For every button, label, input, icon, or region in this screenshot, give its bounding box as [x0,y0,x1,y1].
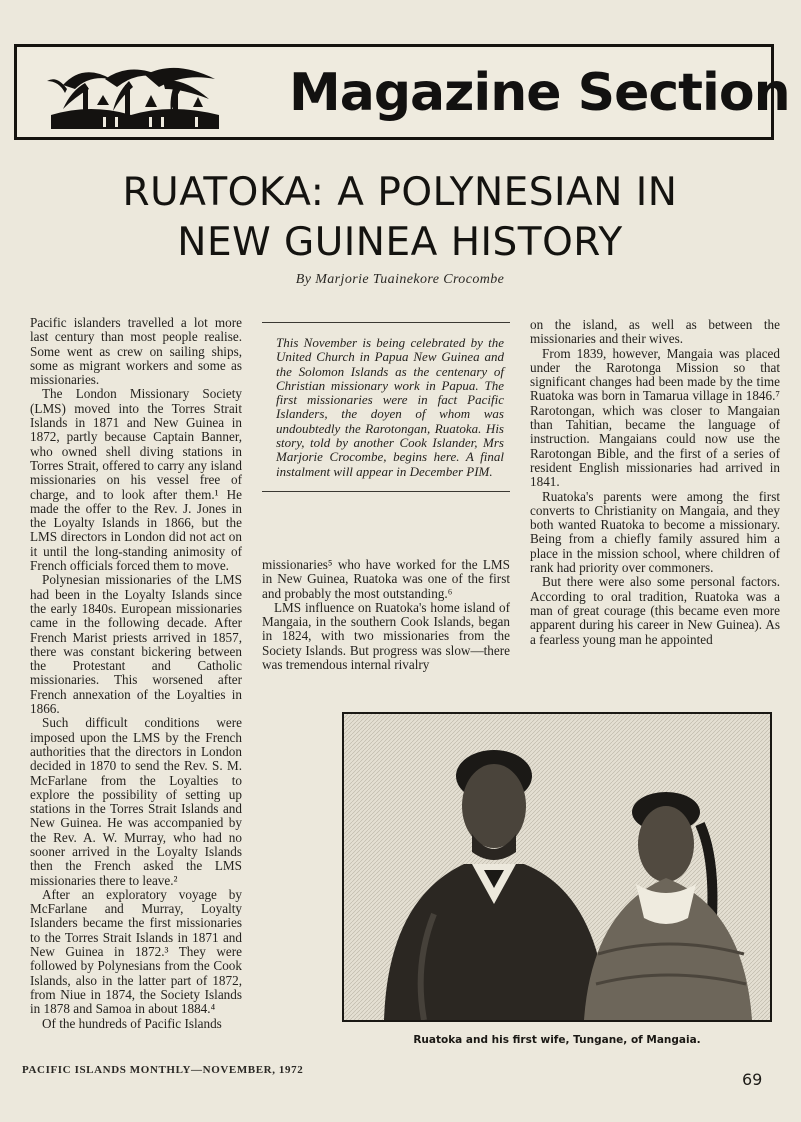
paragraph: The London Missionary Society (LMS) moved into the Torres Strait Islands in 1871 and New Guinea in 1872, partly because Captain Banner, who owned shell diving stations in Torres Strait, offered to carry any island missionaries on his vessel free of charge, and to look after them.¹ He made the offer to the Rev. J. Jones in the Loyalty Islands in 1866, but the LMS directors in London did not act on it until the long-standing animosity of French officials forced them to move. [30,386,242,574]
magazine-section-banner [14,44,790,140]
paragraph: From 1839, however, Mangaia was placed under the Rarotonga Mission so that significant changes had been made by the time Ruatoka was born in Tamarua village in 1846.⁷ Rarotongan, which was closer to Mangaian than Tahitian, became the language of instruction. Mangaians could now use the Rarotongan Bible, and the first of a series of resident English missionaries had arrived in 1841. [530,345,780,490]
paragraph: Ruatoka's parents were among the first converts to Christianity on Mangaia, and they both wanted Ruatoka to become a missionary. Being from a chiefly family assured him a place in the mission school, where children of rank had priority over commoners. [530,488,780,576]
paragraph: Polynesian missionaries of the LMS had been in the Loyalty Islands since the early 1840s. European missionaries came in the following decade. After French Marist priests arrived in 1857, there was constant bickering between the Protestant and Catholic missionaries. This worsened after French annexation of the Loyalties in 1866. [30,572,242,717]
paragraph: Such difficult conditions were imposed upon the LMS by the French authorities that the directors in London decided in 1870 to send the Rev. S. M. McFarlane from the Loyalties to explore the possibility of setting up stations in the Torres Strait Islands and New Guinea. He was accompanied by the Rev. A. W. Murray, who had no sooner arrived in the Loyalty Islands then the French asked the LMS missionaries there to leave.² [30,715,242,888]
section-title: Magazine Section [289,63,790,123]
paragraph: After an exploratory voyage by McFarlane and Murray, Loyalty Islanders became the first missionaries to the Torres Strait Islands in 1871 and New Guinea in 1872.³ They were followed by Polynesians from the Cook Islands, also in the latter part of 1872, from Niue in 1874, the Society Islands in 1878 and Samoa in about 1884.⁴ [30,886,242,1017]
paragraph: on the island, as well as between the missionaries and their wives. [530,317,780,347]
headline-line-2: NEW GUINEA HISTORY [177,220,623,265]
page-number: 69 [742,1070,763,1089]
paragraph: Of the hundreds of Pacific Islands [42,1015,222,1031]
column-3 [530,318,780,647]
divider [262,322,510,323]
publication-footer: PACIFIC ISLANDS MONTHLY—NOVEMBER, 1972 [22,1064,304,1076]
column-2 [262,558,510,672]
paragraph: Pacific islanders travelled a lot more last century than most people realise. Some went as crew on sailing ships, some as migrant workers and some as missionaries. [30,315,242,388]
palm-trees-logo-icon [45,55,225,131]
portrait-illustration [344,714,770,1020]
editor-intro-box [262,322,510,492]
article-headline [30,168,770,268]
byline: By Marjorie Tuainekore Crocombe [295,272,505,287]
headline-line-1: RUATOKA: A POLYNESIAN IN [122,170,678,215]
ruatoka-photo [342,712,772,1022]
paragraph: missionaries⁵ who have worked for the LMS in New Guinea, Ruatoka was one of the first and probably the most outstanding.⁶ [262,557,510,601]
column-1 [30,316,242,1031]
photo-caption: Ruatoka and his first wife, Tungane, of Mangaia. [413,1034,701,1046]
editor-intro: This November is being celebrated by the United Church in Papua New Guinea and the Solomon Islands as the centenary of Christian missionary work in Papua. The first missionaries were in fact Pacific Islanders, the doyen of whom was undoubtedly the Rarotongan, Ruatoka. His story, told by another Cook Islander, Mrs Marjorie Crocombe, begins here. A final instalment will appear in December PIM. [276,335,504,479]
divider [262,491,510,492]
paragraph: LMS influence on Ruatoka's home island of Mangaia, in the southern Cook Islands, began in 1824, with two missionaries from the Society Islands. But progress was slow—there was tremendous internal rivalry [262,599,510,673]
paragraph: But there were also some personal factors. According to oral tradition, Ruatoka was a man of great courage (this became even more apparent during his career in New Guinea). As a fearless young man he appointed [530,574,780,647]
